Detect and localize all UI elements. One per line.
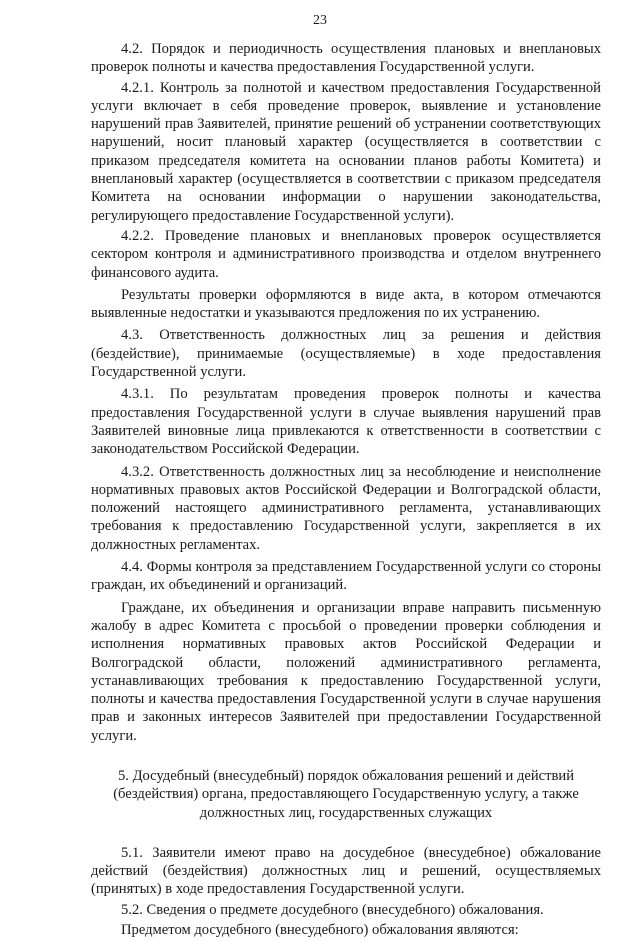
paragraph-appeal-subject: Предметом досудебного (внесудебного) обжалования являются:	[121, 922, 519, 939]
paragraph-5-2: 5.2. Сведения о предмете досудебного (внесудебного) обжалования.	[121, 901, 544, 918]
paragraph-4-2: 4.2. Порядок и периодичность осуществления плановых и внеплановых проверок полноты и качества предоставления Государственной услуги.	[91, 41, 601, 76]
section-5-heading-line: 5. Досудебный (внесудебный) порядок обжалования решений и действий	[117, 767, 575, 784]
paragraph-4-3: 4.3. Ответственность должностных лиц за решения и действия (бездействие), принимаемые (осуществляемые) в ходе предоставления Государственной услуги.	[91, 327, 601, 381]
paragraph-inspection-results: Результаты проверки оформляются в виде акта, в котором отмечаются выявленные недостатки и указываются предложения по их устранению.	[91, 286, 601, 322]
paragraph-4-4: 4.4. Формы контроля за представлением Государственной услуги со стороны граждан, их объединений и организаций.	[91, 559, 601, 594]
section-5-heading	[91, 767, 601, 822]
paragraph-4-2-2: 4.2.2. Проведение плановых и внеплановых проверок осуществляется сектором контроля и административного производства и отделом внутреннего финансового аудита.	[91, 227, 601, 281]
paragraph-4-3-2: 4.3.2. Ответственность должностных лиц за несоблюдение и неисполнение нормативных правовых актов Российской Федерации и Волгоградской области, положений настоящего административного регламента, устанавливающих требования к предоставлению Государственной услуги, закрепляется в их должностных регламентах.	[91, 463, 601, 553]
section-5-heading-line: должностных лиц, государственных служащих	[199, 804, 493, 821]
document-body	[91, 40, 601, 941]
paragraph-citizens-complaint: Граждане, их объединения и организации вправе направить письменную жалобу в адрес Комитета с просьбой о проведении проверки соблюдения и исполнения нормативных правовых актов Российской Федерации и Волгоградской области, положений административного регламента, устанавливающих требования к предоставлению Государственной услуги, полноты и качества предоставления Государственной услуги в случае нарушения прав и законных интересов Заявителей при предоставлении Государственной услуги.	[91, 599, 601, 744]
page-number: 23	[313, 13, 327, 28]
paragraph-4-3-1: 4.3.1. По результатам проведения проверок полноты и качества предоставления Государственной услуги в случае выявления нарушений прав Заявителей виновные лица привлекаются к ответственности в соответствии с законодательством Российской Федерации.	[91, 386, 601, 458]
section-5-heading-line: (бездействия) органа, предоставляющего Государственную услугу, а также	[113, 786, 579, 803]
paragraph-5-1: 5.1. Заявители имеют право на досудебное (внесудебное) обжалование действий (бездействия) должностных лиц и решений, осуществляемых (принятых) в ходе предоставления Государственной услуги.	[91, 844, 601, 898]
paragraph-4-2-1: 4.2.1. Контроль за полнотой и качеством предоставления Государственной услуги включает в себя проведение проверок, выявление и установление нарушений прав Заявителей, принятие решений об устранении соответствующих нарушений, носит плановый характер (осуществляется в соответствии с приказом председателя комитета на основании планов работы Комитета) и внеплановый характер (осуществляется в соответствии с приказом председателя Комитета на основании информации о нарушении законодательства, регулирующего предоставление Государственной услуги).	[91, 79, 601, 224]
